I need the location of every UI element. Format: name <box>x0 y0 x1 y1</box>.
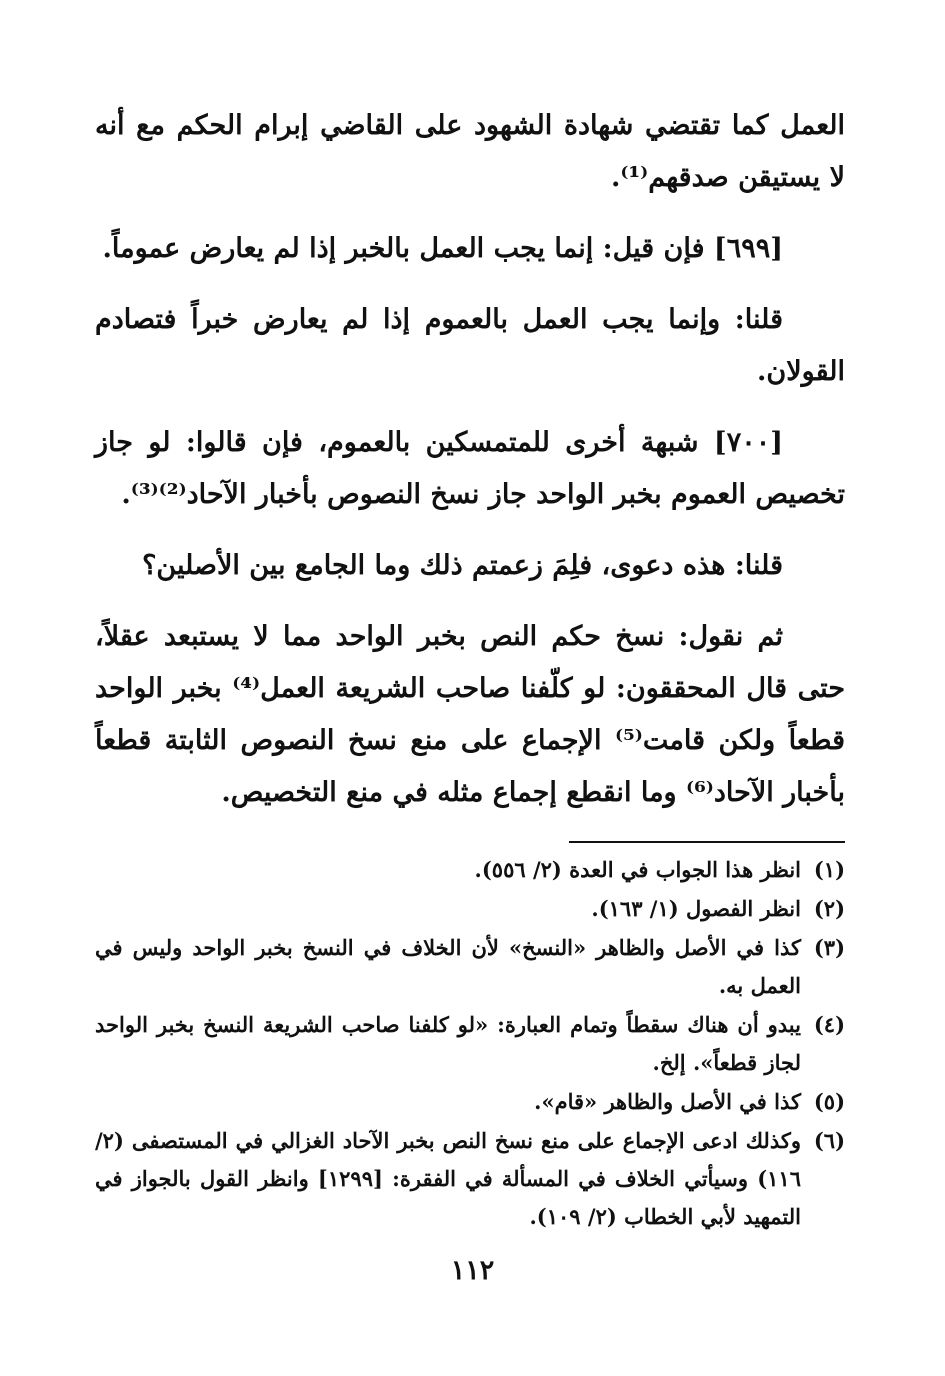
footnote-1 <box>95 851 845 889</box>
footnote-text: انظر الفصول (١/ ١٦٣). <box>591 896 801 921</box>
body-paragraph-3: قلنا: وإنما يجب العمل بالعموم إذا لم يعارض خبراً فتصادم القولان. <box>95 304 845 387</box>
footnote-2 <box>95 890 845 928</box>
footnote-divider <box>569 841 845 843</box>
footnote-number: (٥) <box>813 1089 845 1114</box>
footnote-text: وكذلك ادعى الإجماع على منع نسخ النص بخبر الآحاد الغزالي في المستصفى (٢/ ١١٦) وسيأتي الخلاف في المسألة في الفقرة: [١٢٩٩] وانظر القول بالجواز في التمهيد لأبي الخطاب (٢/ ١٠٩). <box>95 1128 801 1229</box>
body-paragraph-2: [٦٩٩] فإن قيل: إنما يجب العمل بالخبر إذا لم يعارض عموماً. <box>102 233 783 264</box>
footnotes <box>95 851 845 1236</box>
page-content <box>95 100 845 1237</box>
page-number: ١١٢ <box>450 1255 495 1286</box>
body-paragraph-1: العمل كما تقتضي شهادة الشهود على القاضي إبرام الحكم مع أنه لا يستيقن صدقهم⁽¹⁾. <box>95 110 845 193</box>
footnote-text: انظر هذا الجواب في العدة (٢/ ٥٥٦). <box>474 857 801 882</box>
footnote-number: (٢) <box>813 896 845 921</box>
footnote-number: (١) <box>813 857 845 882</box>
footnote-3 <box>95 929 845 1005</box>
footnote-number: (٣) <box>813 935 845 960</box>
body-paragraph-5: قلنا: هذه دعوى، فلِمَ زعمتم ذلك وما الجامع بين الأصلين؟ <box>142 550 783 581</box>
footnote-number: (٤) <box>813 1012 845 1037</box>
footnote-5 <box>95 1083 845 1121</box>
footnote-number: (٦) <box>813 1128 845 1153</box>
footnote-text: كذا في الأصل والظاهر «النسخ» لأن الخلاف في النسخ بخبر الواحد وليس في العمل به. <box>95 935 801 998</box>
footnote-6 <box>95 1122 845 1236</box>
body-paragraph-6: ثم نقول: نسخ حكم النص بخبر الواحد مما لا يستبعد عقلاً، حتى قال المحققون: لو كلّفنا صاحب الشريعة العمل⁽⁴⁾ بخبر الواحد قطعاً ولكن قامت⁽⁵⁾ الإجماع على منع نسخ النصوص الثابتة قطعاً بأخبار الآحاد⁽⁶⁾ وما انقطع إجماع مثله في منع التخصيص. <box>95 621 846 808</box>
footnote-text: يبدو أن هناك سقطاً وتمام العبارة: «لو كلفنا صاحب الشريعة النسخ بخبر الواحد لجاز قطعاً». إلخ. <box>95 1012 801 1075</box>
footnote-text: كذا في الأصل والظاهر «قام». <box>534 1089 801 1114</box>
footnote-4 <box>95 1006 845 1082</box>
body-paragraph-4: [٧٠٠] شبهة أخرى للمتمسكين بالعموم، فإن قالوا: لو جاز تخصيص العموم بخبر الواحد جاز نسخ النصوص بأخبار الآحاد⁽²⁾⁽³⁾. <box>95 427 845 510</box>
